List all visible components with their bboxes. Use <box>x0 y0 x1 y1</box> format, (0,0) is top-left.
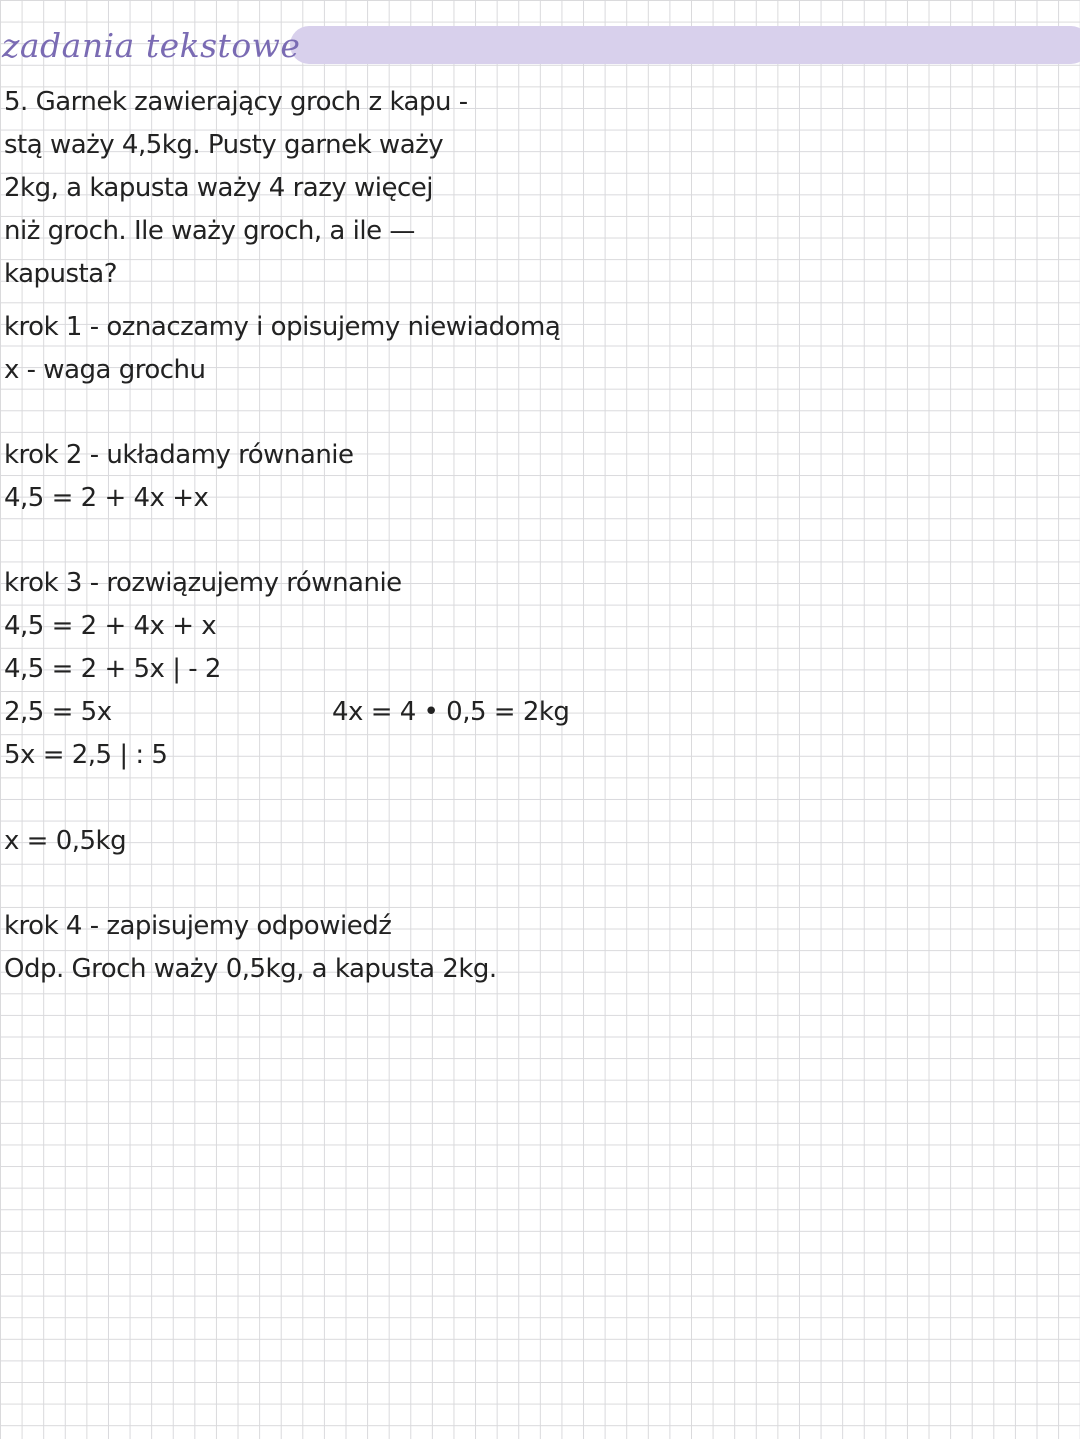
step4-heading: krok 4 - zapisujemy odpowiedź <box>4 911 392 941</box>
step1-heading: krok 1 - oznaczamy i opisujemy niewiadomą <box>4 312 561 342</box>
step3-side-calculation: 4x = 4 • 0,5 = 2kg <box>332 697 570 727</box>
problem-line-4: niż groch. Ile waży groch, a ile — <box>4 216 415 246</box>
step3-equation-3: 2,5 = 5x <box>4 697 112 727</box>
page-title: zadania tekstowe <box>2 26 301 65</box>
problem-line-1: 5. Garnek zawierający groch z kapu - <box>4 87 468 117</box>
title-highlight-bar <box>290 26 1080 64</box>
step3-equation-4: 5x = 2,5 | : 5 <box>4 740 168 770</box>
problem-line-5: kapusta? <box>4 259 117 289</box>
step2-heading: krok 2 - układamy równanie <box>4 440 354 470</box>
problem-line-2: stą waży 4,5kg. Pusty garnek waży <box>4 130 444 160</box>
step3-equation-2: 4,5 = 2 + 5x | - 2 <box>4 654 221 684</box>
step1-line: x - waga grochu <box>4 355 206 385</box>
step3-result: x = 0,5kg <box>4 826 127 856</box>
step4-answer: Odp. Groch waży 0,5kg, a kapusta 2kg. <box>4 954 497 984</box>
page-header <box>0 14 1080 74</box>
step2-equation: 4,5 = 2 + 4x +x <box>4 483 209 513</box>
step3-heading: krok 3 - rozwiązujemy równanie <box>4 568 402 598</box>
step3-equation-1: 4,5 = 2 + 4x + x <box>4 611 217 641</box>
problem-line-3: 2kg, a kapusta waży 4 razy więcej <box>4 173 434 203</box>
